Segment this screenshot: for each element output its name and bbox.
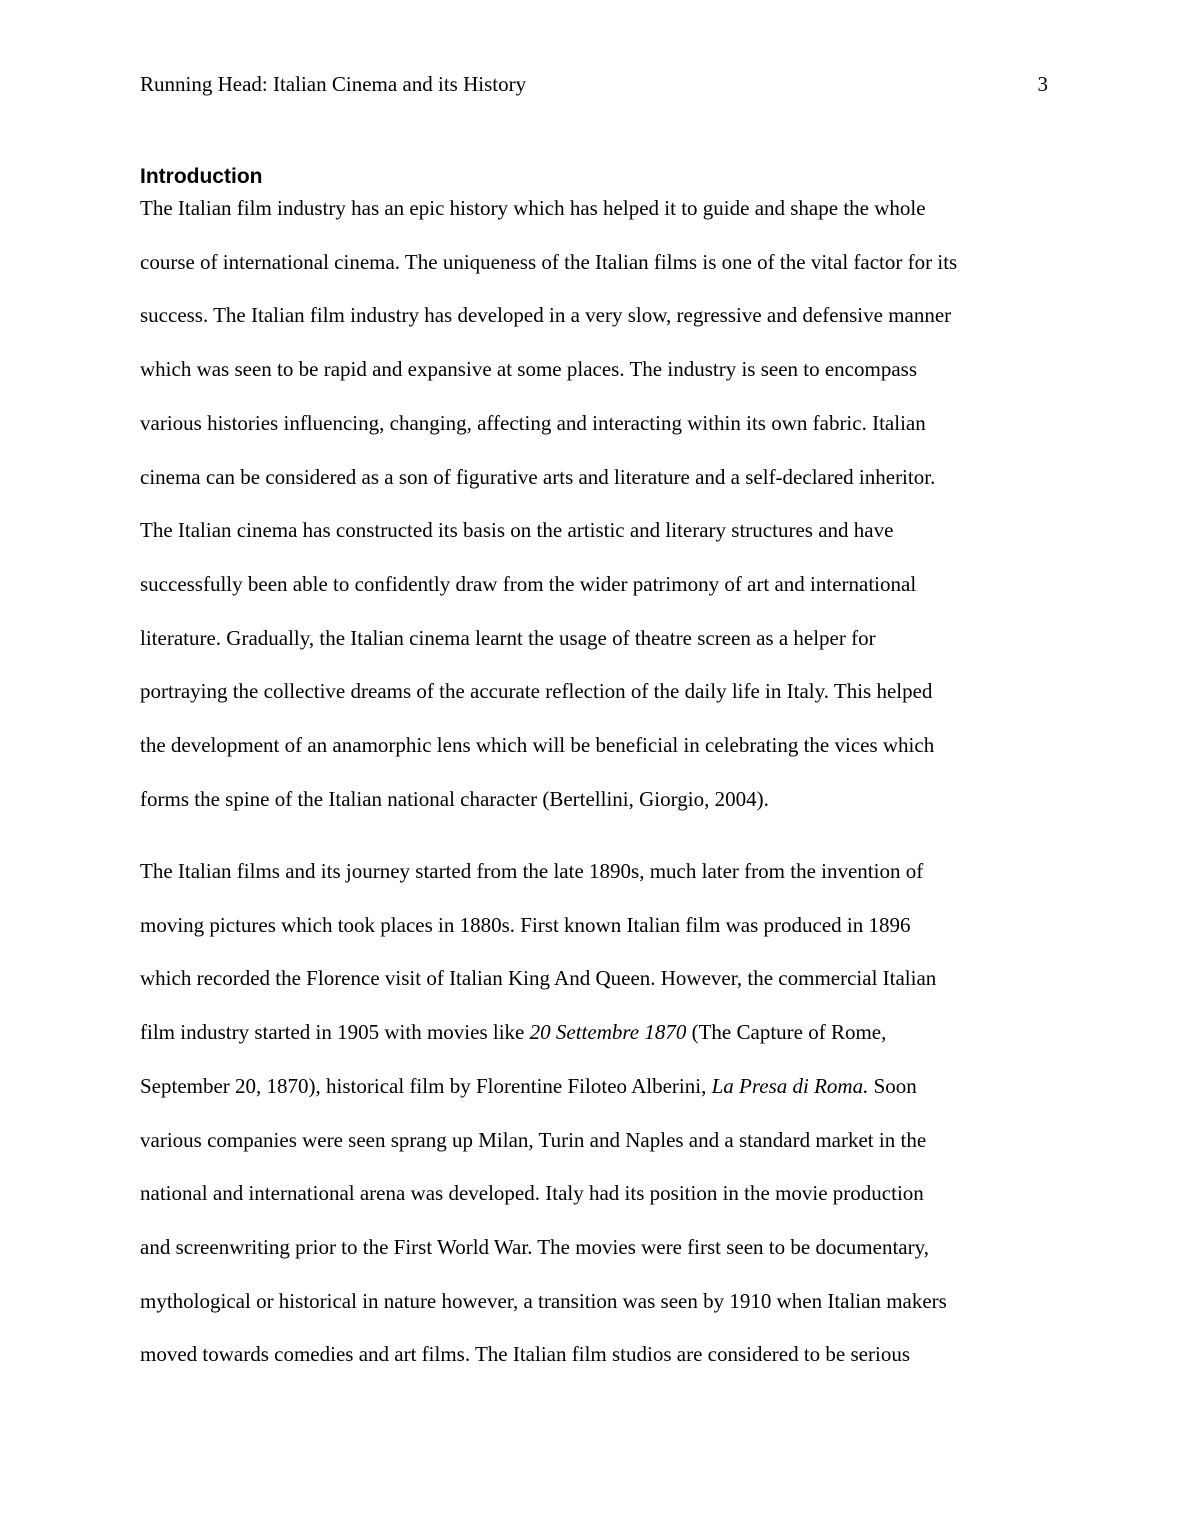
paragraph-line: various companies were seen sprang up Milan, Turin and Naples and a standard market in the <box>140 1127 927 1152</box>
page-header <box>140 70 1048 98</box>
paragraph-line <box>140 1006 1060 1060</box>
paragraph-line <box>140 1060 1060 1114</box>
text-run: (The Capture of Rome, <box>686 1020 887 1045</box>
paragraph-line: forms the spine of the Italian national character (Bertellini, Giorgio, 2004). <box>140 786 769 811</box>
paragraph-line: various histories influencing, changing, affecting and interacting within its own fabric. Italian <box>140 410 926 435</box>
paragraph-line: course of international cinema. The uniqueness of the Italian films is one of the vital factor for its <box>140 249 958 274</box>
paragraph-line: literature. Gradually, the Italian cinema learnt the usage of theatre screen as a helper for <box>140 625 876 650</box>
paragraph-line: portraying the collective dreams of the accurate reflection of the daily life in Italy. This helped <box>140 679 933 704</box>
paragraph-line: which recorded the Florence visit of Italian King And Queen. However, the commercial Italian <box>140 966 937 991</box>
film-title-italic: La Presa di Roma. <box>711 1073 869 1098</box>
paragraph-line: and screenwriting prior to the First World War. The movies were first seen to be documentary, <box>140 1234 929 1259</box>
text-run: Soon <box>868 1073 917 1098</box>
paragraph-line: the development of an anamorphic lens which will be beneficial in celebrating the vices which <box>140 733 935 758</box>
paragraph-line: moved towards comedies and art films. The Italian film studios are considered to be serious <box>140 1342 910 1367</box>
paragraph-line: mythological or historical in nature however, a transition was seen by 1910 when Italian makers <box>140 1288 947 1313</box>
paragraph-line: successfully been able to confidently draw from the wider patrimony of art and international <box>140 571 917 596</box>
paragraph-line: The Italian film industry has an epic history which has helped it to guide and shape the whole <box>140 196 926 220</box>
paragraph-line: success. The Italian film industry has developed in a very slow, regressive and defensive manner <box>140 303 952 328</box>
paragraph-line: national and international arena was developed. Italy had its position in the movie production <box>140 1181 924 1206</box>
text-run: film industry started in 1905 with movies like <box>140 1020 530 1045</box>
paragraph-line: which was seen to be rapid and expansive at some places. The industry is seen to encompass <box>140 357 917 382</box>
paragraph-1 <box>140 182 1060 826</box>
section-heading-introduction: Introduction <box>140 165 263 188</box>
text-run: September 20, 1870), historical film by Florentine Filoteo Alberini, <box>140 1073 712 1098</box>
paragraph-line: moving pictures which took places in 1880s. First known Italian film was produced in 1896 <box>140 912 911 937</box>
film-title-italic: 20 Settembre 1870 <box>529 1020 687 1045</box>
page-number: 3 <box>1037 72 1048 96</box>
paragraph-2 <box>140 845 1060 1382</box>
paragraph-line: The Italian films and its journey started from the late 1890s, much later from the invention of <box>140 859 924 883</box>
paragraph-line: cinema can be considered as a son of figurative arts and literature and a self-declared inheritor. <box>140 464 936 489</box>
running-head: Running Head: Italian Cinema and its History <box>140 72 527 96</box>
paragraph-line: The Italian cinema has constructed its basis on the artistic and literary structures and have <box>140 518 894 543</box>
